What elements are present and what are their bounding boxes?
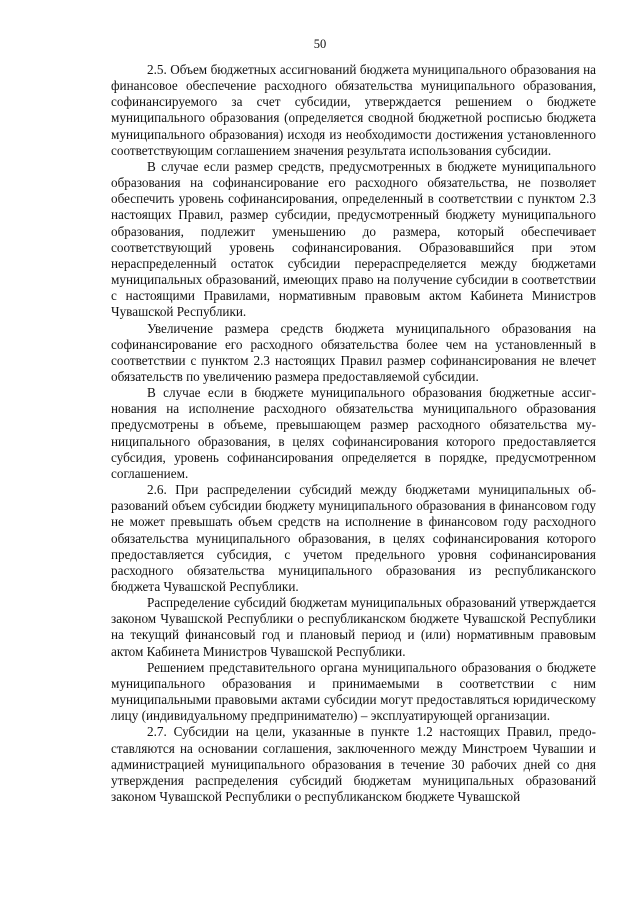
- paragraph-increase-of-funds: Увеличение размера средств бюджета муниципального образования на софинансирование его расходного обязательства более чем на установленный в соответствии с пунктом 2.3 настоящих Правил размер софинансирования не влечет обязательств по увеличению размера предоставляемой субсидии.: [111, 320, 596, 384]
- paragraph-distribution-approval: Распределение субсидий бюджетам муниципальных образований утверждается законом Чувашской Республики о республиканском бюджете Чувашской Республики на текущий финансовый год и плановый период и (или) нормативным правовым актом Кабинета Министров Чувашской Республики.: [111, 595, 596, 659]
- paragraph-excess-allocations: В случае если в бюджете муниципального образования бюджетные ассигнования на исполнение расходного обязательства муниципального образования предусмотрены в объеме, превышающем размер расходного обязательства муниципального образования, в целях софинансирования которого предоставляется субсидия, уровень софинансирования определяется в порядке, предусмотренном соглашением.: [111, 385, 596, 481]
- document-body: [111, 62, 596, 805]
- paragraph-2-5-budget-allocations: 2.5. Объем бюджетных ассигнований бюджета муниципального образования на финансовое обеспечение расходного обязательства муниципального образования, софинансируемого за счет субсидии, утверждается решением о бюджете муниципального образования (определяется сводной бюджетной росписью бюджета муниципального образования) исходя из необходимости достижения установленного соответствующим соглашением значения результата использования субсидии.: [111, 62, 596, 158]
- page-number: 50: [313, 37, 327, 51]
- paragraph-2-7-agreement: 2.7. Субсидии на цели, указанные в пункте 1.2 настоящих Правил, предоставляются на основании соглашения, заключенного между Минстроем Чувашии и администрацией муниципального образования в течение 30 рабочих дней со дня утверждения распределения субсидий бюджетам муниципальных образований законом Чувашской Республики о республиканском бюджете Чувашской: [111, 724, 596, 805]
- paragraph-insufficient-cofinancing: В случае если размер средств, предусмотренных в бюджете муниципального образования на софинансирование его расходного обязательства, не позволяет обеспечить уровень софинансирования, определенный в соответствии с пунктом 2.3 настоящих Правил, размер субсидии, предусмотренный бюджету муниципального образования, подлежит уменьшению до размера, который обеспечивает соответствующий уровень софинансирования. Образовавшийся при этом нераспределенный остаток субсидии перераспределяется между бюджетами муниципальных образований, имеющих право на получение субсидии в соответствии с настоящими Правилами, нормативным правовым актом Кабинета Министров Чувашской Республики.: [111, 158, 596, 320]
- paragraph-operating-organization: Решением представительного органа муниципального образования о бюджете муниципального образования и принимаемыми в соответствии с ним муниципальными правовыми актами субсидии могут предоставляться юридическому лицу (индивидуальному предпринимателю) – эксплуатирующей организации.: [111, 659, 596, 724]
- paragraph-2-6-distribution-limit: 2.6. При распределении субсидий между бюджетами муниципальных образований объем субсидии бюджету муниципального образования в финансовом году не может превышать объем средств на исполнение в финансовом году расходного обязательства муниципального образования, в целях софинансирования которого предоставляется субсидия, с учетом предельного уровня софинансирования расходного обязательства муниципального образования из республиканского бюджета Чувашской Республики.: [111, 482, 596, 594]
